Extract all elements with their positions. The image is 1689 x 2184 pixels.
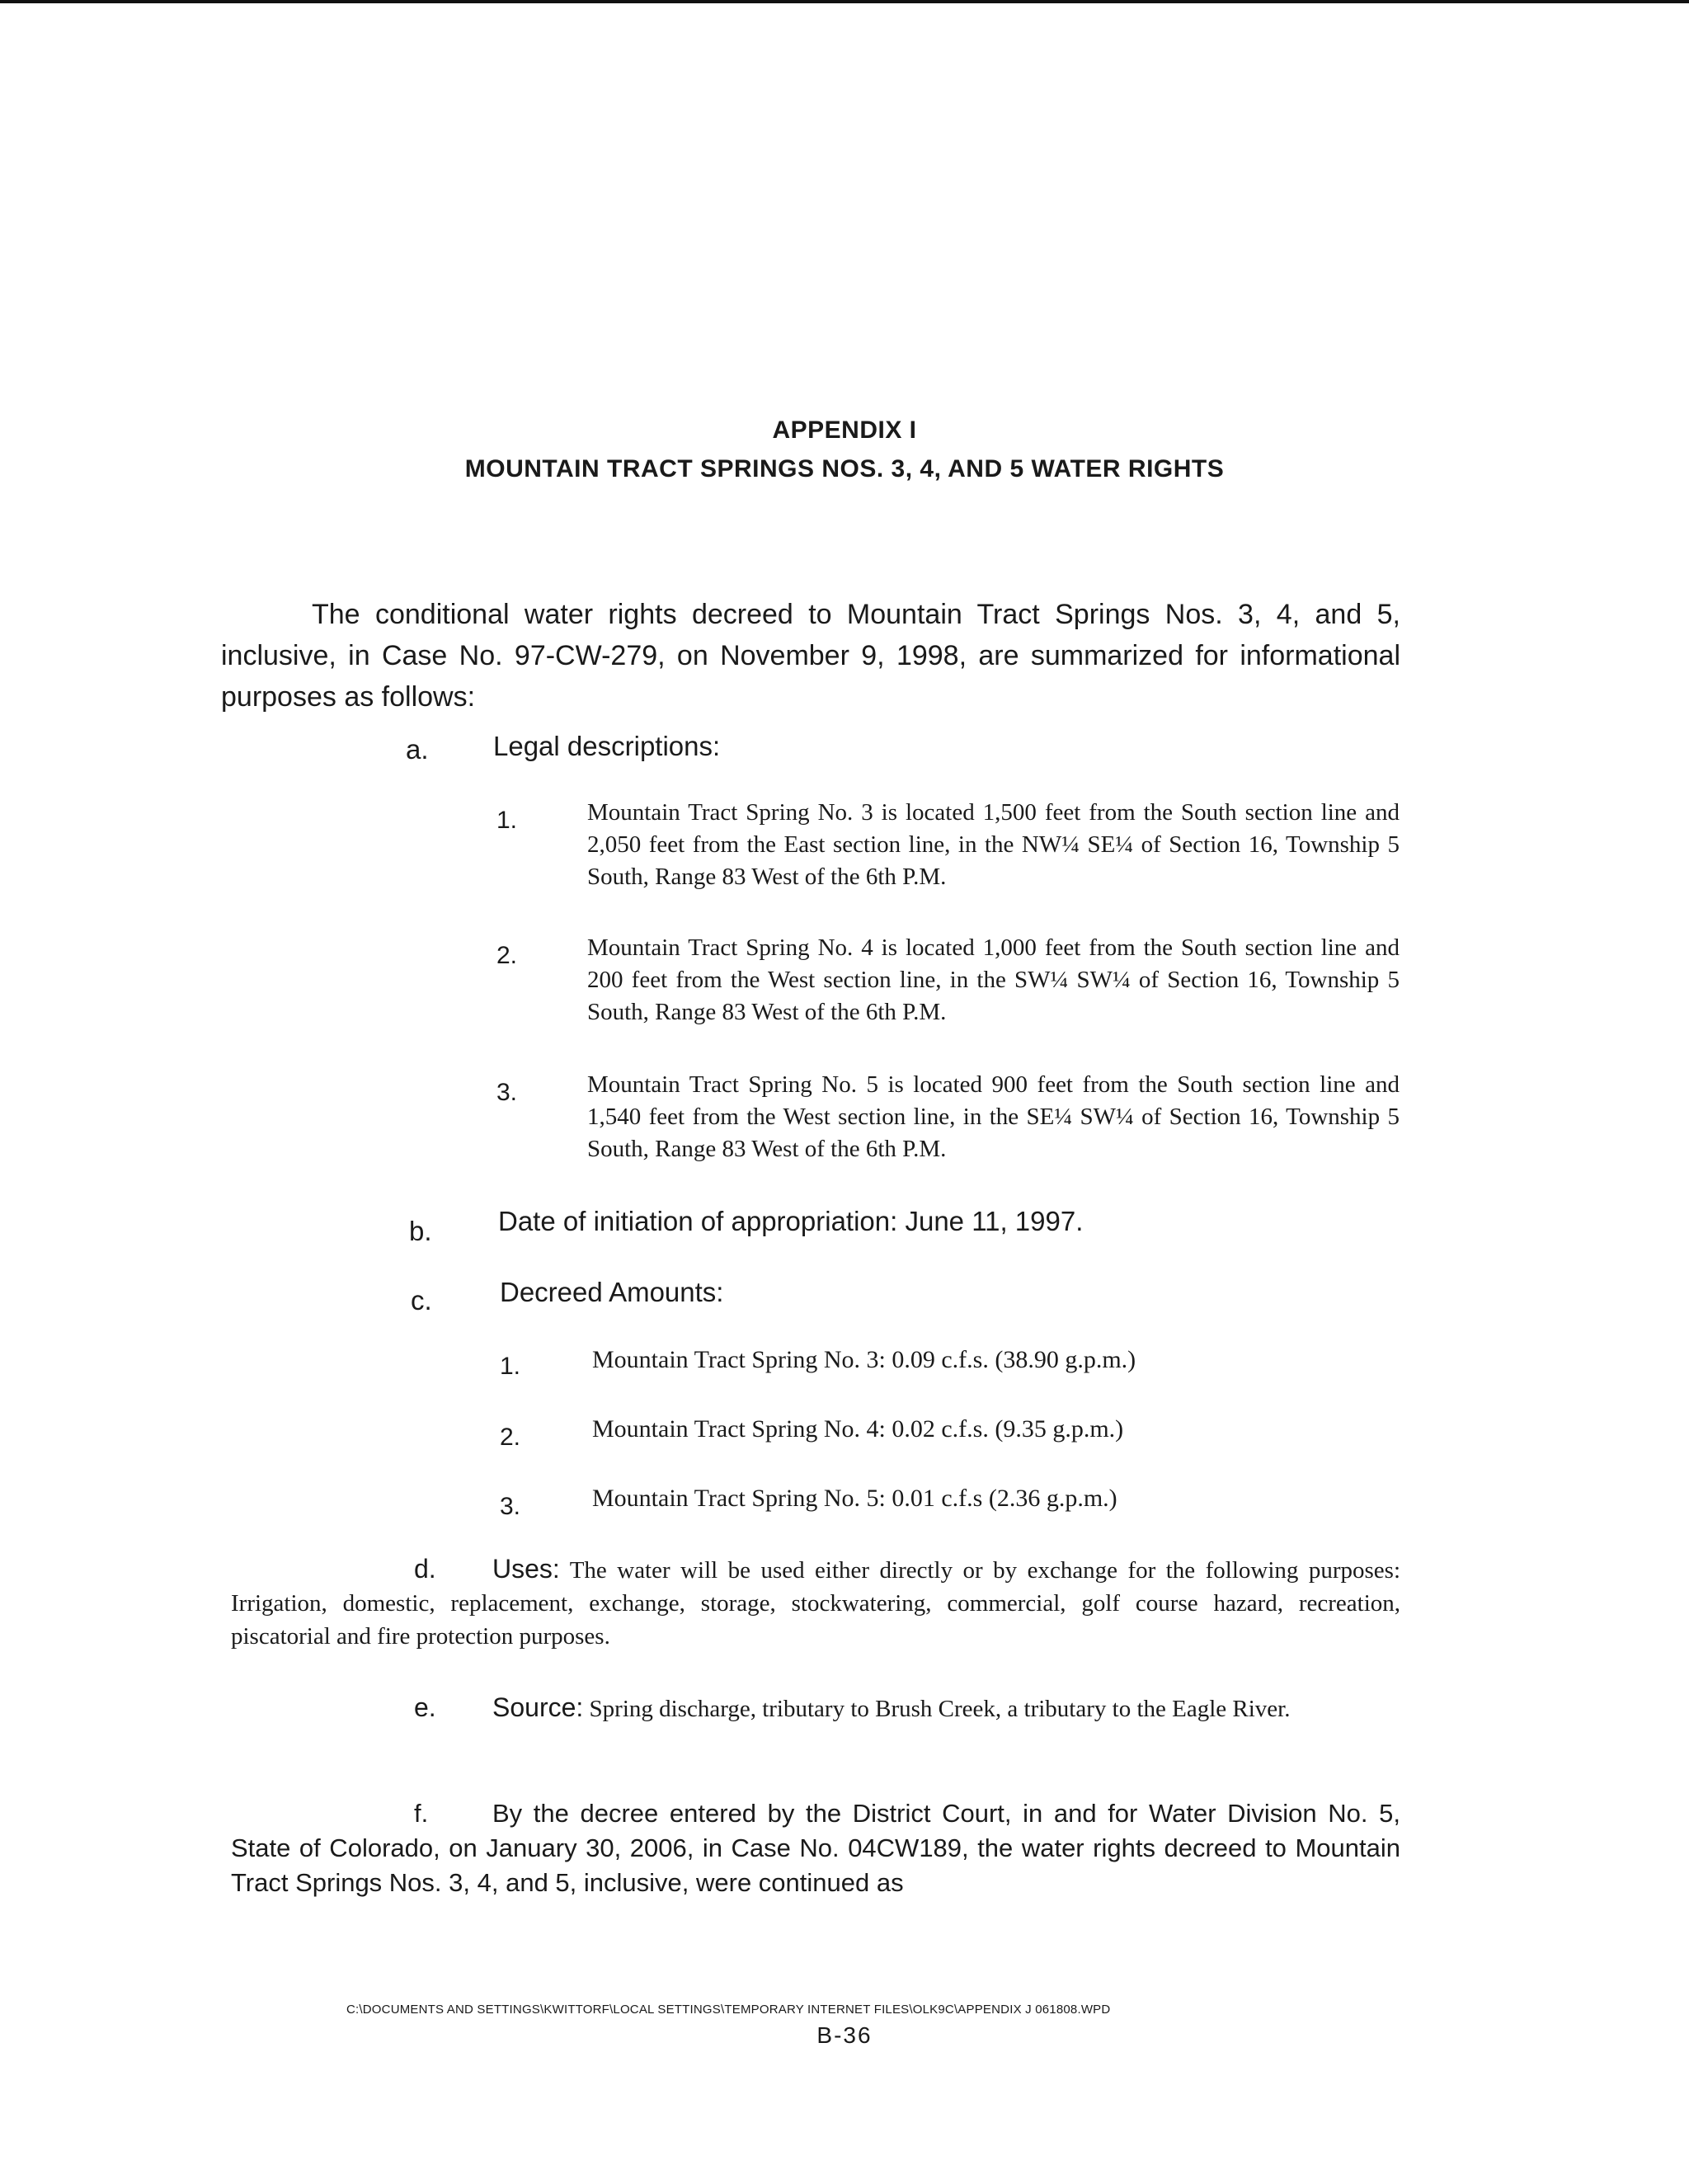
section-f-label: f. xyxy=(414,1799,429,1828)
page-number: B-36 xyxy=(816,2022,873,2048)
legal-item-3-text: Mountain Tract Spring No. 5 is located 900 feet from the South section line and 1,540 feet from the West section line, in the SE¼ SW¼ of Section 16, Township 5 South, Range 83 West of the 6th P.M. xyxy=(587,1071,1400,1162)
legal-item-1-number: 1. xyxy=(496,807,518,834)
appendix-subtitle: MOUNTAIN TRACT SPRINGS NOS. 3, 4, AND 5 WATER RIGHTS xyxy=(464,455,1225,482)
section-b-text: Date of initiation of appropriation: June 11, 1997. xyxy=(498,1206,1084,1236)
section-d-paragraph xyxy=(231,1552,1400,1653)
amount-1-number: 1. xyxy=(500,1353,521,1380)
section-d-label: d. xyxy=(414,1554,436,1584)
appendix-title: APPENDIX I xyxy=(772,417,917,444)
section-f-text: By the decree entered by the District Court, in and for Water Division No. 5, State of Colorado, on January 30, 2006, in Case No. 04CW189, the water rights decreed to Mountain Tract Springs Nos. 3, 4, and 5, inclusive, were continued as xyxy=(231,1799,1400,1897)
section-c-label: c. xyxy=(411,1285,432,1316)
amount-2-text: Mountain Tract Spring No. 4: 0.02 c.f.s. (9.35 g.p.m.) xyxy=(592,1415,1124,1443)
section-a-label: a. xyxy=(406,734,429,765)
section-d-text: The water will be used either directly or by exchange for the following purposes: Irrigation, domestic, replacement, exchange, storage, stockwatering, commercial, golf course hazard, recreation, piscatorial and fire protection purposes. xyxy=(231,1557,1400,1650)
section-e-label: e. xyxy=(414,1692,436,1722)
section-d-heading: Uses: xyxy=(492,1554,560,1584)
amount-2-number: 2. xyxy=(500,1424,521,1451)
intro-paragraph: The conditional water rights decreed to Mountain Tract Springs Nos. 3, 4, and 5, inclusive, in Case No. 97-CW-279, on November 9, 1998, are summarized for informational purposes as follows: xyxy=(221,599,1400,713)
section-b-label: b. xyxy=(409,1216,432,1246)
legal-item-3-number: 3. xyxy=(496,1079,518,1106)
amount-3-number: 3. xyxy=(500,1493,521,1520)
section-e-heading: Source: xyxy=(492,1692,584,1722)
legal-item-2-number: 2. xyxy=(496,942,518,969)
top-border-line xyxy=(0,0,1689,3)
amount-3-text: Mountain Tract Spring No. 5: 0.01 c.f.s (2.36 g.p.m.) xyxy=(592,1485,1117,1512)
section-f-paragraph xyxy=(231,1796,1400,1900)
amount-1-text: Mountain Tract Spring No. 3: 0.09 c.f.s. (38.90 g.p.m.) xyxy=(592,1346,1136,1373)
legal-item-2-text: Mountain Tract Spring No. 4 is located 1,000 feet from the South section line and 200 feet from the West section line, in the SW¼ SW¼ of Section 16, Township 5 South, Range 83 West of the 6th P.M. xyxy=(587,934,1400,1025)
legal-item-1-text: Mountain Tract Spring No. 3 is located 1,500 feet from the South section line and 2,050 feet from the East section line, in the NW¼ SE¼ of Section 16, Township 5 South, Range 83 West of the 6th P.M. xyxy=(587,799,1400,890)
section-a-title: Legal descriptions: xyxy=(493,731,721,761)
section-e-text: Spring discharge, tributary to Brush Creek, a tributary to the Eagle River. xyxy=(589,1696,1291,1722)
footer-file-path: C:\DOCUMENTS AND SETTINGS\KWITTORF\LOCAL SETTINGS\TEMPORARY INTERNET FILES\OLK9C\APPENDIX J 061808.WPD xyxy=(346,2003,1111,2017)
section-c-title: Decreed Amounts: xyxy=(500,1277,724,1307)
section-e-paragraph xyxy=(231,1691,1400,1725)
